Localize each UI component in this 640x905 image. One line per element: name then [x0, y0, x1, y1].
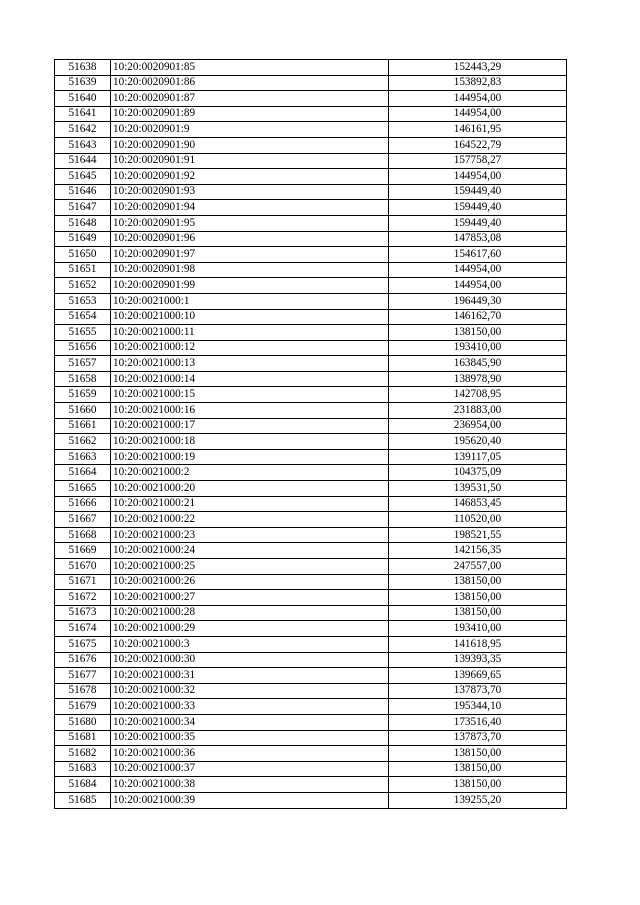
table-row [55, 761, 567, 777]
row-number-cell: 51670 [55, 559, 111, 575]
cadastral-value-cell: 159449,40 [389, 184, 567, 200]
cadastral-number-cell: 10:20:0020901:90 [111, 137, 389, 153]
row-number-cell: 51660 [55, 403, 111, 419]
row-number-cell: 51654 [55, 309, 111, 325]
table-row [55, 91, 567, 107]
cadastral-number-cell: 10:20:0020901:85 [111, 60, 389, 76]
table-row [55, 652, 567, 668]
cadastral-number-cell: 10:20:0020901:91 [111, 153, 389, 169]
cadastral-number-cell: 10:20:0020901:86 [111, 75, 389, 91]
table-row [55, 184, 567, 200]
row-number-cell: 51650 [55, 247, 111, 263]
cadastral-value-cell: 193410,00 [389, 340, 567, 356]
row-number-cell: 51680 [55, 714, 111, 730]
cadastral-number-cell: 10:20:0021000:37 [111, 761, 389, 777]
cadastral-value-cell: 139531,50 [389, 481, 567, 497]
row-number-cell: 51685 [55, 792, 111, 808]
cadastral-number-cell: 10:20:0020901:87 [111, 91, 389, 107]
table-row [55, 621, 567, 637]
table-row [55, 340, 567, 356]
row-number-cell: 51657 [55, 356, 111, 372]
table-row [55, 278, 567, 294]
row-number-cell: 51675 [55, 636, 111, 652]
cadastral-number-cell: 10:20:0021000:16 [111, 403, 389, 419]
row-number-cell: 51667 [55, 512, 111, 528]
table-row [55, 262, 567, 278]
row-number-cell: 51652 [55, 278, 111, 294]
cadastral-value-cell: 139393,35 [389, 652, 567, 668]
row-number-cell: 51666 [55, 496, 111, 512]
cadastral-value-cell: 110520,00 [389, 512, 567, 528]
cadastral-value-cell: 231883,00 [389, 403, 567, 419]
cadastral-value-cell: 173516,40 [389, 714, 567, 730]
row-number-cell: 51674 [55, 621, 111, 637]
cadastral-value-cell: 138150,00 [389, 590, 567, 606]
cadastral-value-cell: 247557,00 [389, 559, 567, 575]
cadastral-value-cell: 137873,70 [389, 683, 567, 699]
row-number-cell: 51647 [55, 200, 111, 216]
cadastral-number-cell: 10:20:0021000:34 [111, 714, 389, 730]
row-number-cell: 51684 [55, 777, 111, 793]
table-row [55, 465, 567, 481]
table-row [55, 137, 567, 153]
table-row [55, 293, 567, 309]
cadastral-value-table [54, 59, 567, 809]
row-number-cell: 51679 [55, 699, 111, 715]
table-row [55, 792, 567, 808]
row-number-cell: 51638 [55, 60, 111, 76]
cadastral-number-cell: 10:20:0020901:97 [111, 247, 389, 263]
cadastral-value-cell: 104375,09 [389, 465, 567, 481]
cadastral-number-cell: 10:20:0021000:17 [111, 418, 389, 434]
table-row [55, 169, 567, 185]
table-row [55, 387, 567, 403]
table-row [55, 699, 567, 715]
row-number-cell: 51651 [55, 262, 111, 278]
cadastral-number-cell: 10:20:0021000:30 [111, 652, 389, 668]
table-row [55, 122, 567, 138]
cadastral-number-cell: 10:20:0021000:24 [111, 543, 389, 559]
row-number-cell: 51641 [55, 106, 111, 122]
cadastral-number-cell: 10:20:0021000:23 [111, 527, 389, 543]
cadastral-value-cell: 154617,60 [389, 247, 567, 263]
cadastral-number-cell: 10:20:0021000:14 [111, 371, 389, 387]
cadastral-value-cell: 196449,30 [389, 293, 567, 309]
table-row [55, 777, 567, 793]
cadastral-value-cell: 153892,83 [389, 75, 567, 91]
table-row [55, 231, 567, 247]
cadastral-number-cell: 10:20:0021000:29 [111, 621, 389, 637]
cadastral-number-cell: 10:20:0021000:28 [111, 605, 389, 621]
table-row [55, 325, 567, 341]
cadastral-value-cell: 195620,40 [389, 434, 567, 450]
cadastral-value-cell: 138150,00 [389, 777, 567, 793]
cadastral-number-cell: 10:20:0021000:35 [111, 730, 389, 746]
cadastral-value-cell: 138150,00 [389, 761, 567, 777]
cadastral-value-cell: 157758,27 [389, 153, 567, 169]
table-row [55, 668, 567, 684]
row-number-cell: 51658 [55, 371, 111, 387]
cadastral-number-cell: 10:20:0020901:9 [111, 122, 389, 138]
cadastral-number-cell: 10:20:0020901:96 [111, 231, 389, 247]
row-number-cell: 51673 [55, 605, 111, 621]
row-number-cell: 51663 [55, 449, 111, 465]
cadastral-value-cell: 144954,00 [389, 278, 567, 294]
table-row [55, 590, 567, 606]
table-row [55, 714, 567, 730]
cadastral-number-cell: 10:20:0021000:26 [111, 574, 389, 590]
cadastral-value-cell: 139255,20 [389, 792, 567, 808]
cadastral-number-cell: 10:20:0021000:10 [111, 309, 389, 325]
table-row [55, 543, 567, 559]
cadastral-number-cell: 10:20:0020901:93 [111, 184, 389, 200]
row-number-cell: 51639 [55, 75, 111, 91]
cadastral-number-cell: 10:20:0020901:99 [111, 278, 389, 294]
row-number-cell: 51668 [55, 527, 111, 543]
table-row [55, 496, 567, 512]
table-row [55, 215, 567, 231]
cadastral-number-cell: 10:20:0021000:19 [111, 449, 389, 465]
table-row [55, 683, 567, 699]
cadastral-value-cell: 138150,00 [389, 325, 567, 341]
cadastral-number-cell: 10:20:0021000:39 [111, 792, 389, 808]
cadastral-value-cell: 195344,10 [389, 699, 567, 715]
row-number-cell: 51677 [55, 668, 111, 684]
cadastral-number-cell: 10:20:0020901:94 [111, 200, 389, 216]
row-number-cell: 51653 [55, 293, 111, 309]
row-number-cell: 51664 [55, 465, 111, 481]
table-row [55, 746, 567, 762]
cadastral-number-cell: 10:20:0020901:89 [111, 106, 389, 122]
cadastral-number-cell: 10:20:0021000:32 [111, 683, 389, 699]
cadastral-value-cell: 163845,90 [389, 356, 567, 372]
cadastral-value-cell: 152443,29 [389, 60, 567, 76]
table-row [55, 730, 567, 746]
row-number-cell: 51648 [55, 215, 111, 231]
row-number-cell: 51681 [55, 730, 111, 746]
cadastral-number-cell: 10:20:0021000:38 [111, 777, 389, 793]
cadastral-number-cell: 10:20:0020901:95 [111, 215, 389, 231]
cadastral-number-cell: 10:20:0021000:33 [111, 699, 389, 715]
cadastral-value-cell: 236954,00 [389, 418, 567, 434]
cadastral-number-cell: 10:20:0021000:2 [111, 465, 389, 481]
cadastral-value-cell: 144954,00 [389, 169, 567, 185]
table-row [55, 200, 567, 216]
row-number-cell: 51669 [55, 543, 111, 559]
cadastral-value-cell: 144954,00 [389, 262, 567, 278]
cadastral-value-cell: 142156,35 [389, 543, 567, 559]
cadastral-value-cell: 138150,00 [389, 574, 567, 590]
cadastral-value-cell: 144954,00 [389, 91, 567, 107]
row-number-cell: 51682 [55, 746, 111, 762]
row-number-cell: 51645 [55, 169, 111, 185]
table-row [55, 481, 567, 497]
cadastral-value-cell: 137873,70 [389, 730, 567, 746]
cadastral-value-cell: 138150,00 [389, 746, 567, 762]
cadastral-value-cell: 146162,70 [389, 309, 567, 325]
row-number-cell: 51656 [55, 340, 111, 356]
row-number-cell: 51678 [55, 683, 111, 699]
row-number-cell: 51640 [55, 91, 111, 107]
cadastral-number-cell: 10:20:0021000:21 [111, 496, 389, 512]
cadastral-value-cell: 147853,08 [389, 231, 567, 247]
row-number-cell: 51644 [55, 153, 111, 169]
cadastral-number-cell: 10:20:0021000:27 [111, 590, 389, 606]
row-number-cell: 51671 [55, 574, 111, 590]
cadastral-number-cell: 10:20:0020901:98 [111, 262, 389, 278]
cadastral-value-cell: 138978,90 [389, 371, 567, 387]
cadastral-number-cell: 10:20:0021000:31 [111, 668, 389, 684]
cadastral-number-cell: 10:20:0021000:1 [111, 293, 389, 309]
cadastral-number-cell: 10:20:0020901:92 [111, 169, 389, 185]
cadastral-number-cell: 10:20:0021000:18 [111, 434, 389, 450]
row-number-cell: 51662 [55, 434, 111, 450]
table-row [55, 309, 567, 325]
table-row [55, 449, 567, 465]
cadastral-number-cell: 10:20:0021000:12 [111, 340, 389, 356]
cadastral-value-cell: 193410,00 [389, 621, 567, 637]
row-number-cell: 51676 [55, 652, 111, 668]
cadastral-value-cell: 198521,55 [389, 527, 567, 543]
cadastral-value-cell: 139669,65 [389, 668, 567, 684]
cadastral-value-cell: 142708,95 [389, 387, 567, 403]
cadastral-value-cell: 159449,40 [389, 215, 567, 231]
table-row [55, 403, 567, 419]
row-number-cell: 51649 [55, 231, 111, 247]
table-row [55, 75, 567, 91]
table-row [55, 60, 567, 76]
table-row [55, 574, 567, 590]
cadastral-value-cell: 164522,79 [389, 137, 567, 153]
cadastral-number-cell: 10:20:0021000:25 [111, 559, 389, 575]
cadastral-number-cell: 10:20:0021000:15 [111, 387, 389, 403]
row-number-cell: 51659 [55, 387, 111, 403]
cadastral-value-cell: 146853,45 [389, 496, 567, 512]
cadastral-number-cell: 10:20:0021000:20 [111, 481, 389, 497]
table-row [55, 106, 567, 122]
table-row [55, 636, 567, 652]
table-row [55, 153, 567, 169]
table-row [55, 512, 567, 528]
table-row [55, 371, 567, 387]
cadastral-number-cell: 10:20:0021000:3 [111, 636, 389, 652]
table-row [55, 356, 567, 372]
table-row [55, 559, 567, 575]
table-row [55, 434, 567, 450]
row-number-cell: 51646 [55, 184, 111, 200]
cadastral-number-cell: 10:20:0021000:11 [111, 325, 389, 341]
table-row [55, 527, 567, 543]
row-number-cell: 51643 [55, 137, 111, 153]
cadastral-value-cell: 141618,95 [389, 636, 567, 652]
table-row [55, 605, 567, 621]
table-row [55, 418, 567, 434]
row-number-cell: 51642 [55, 122, 111, 138]
cadastral-value-cell: 146161,95 [389, 122, 567, 138]
row-number-cell: 51661 [55, 418, 111, 434]
cadastral-value-cell: 139117,05 [389, 449, 567, 465]
cadastral-number-cell: 10:20:0021000:36 [111, 746, 389, 762]
cadastral-number-cell: 10:20:0021000:13 [111, 356, 389, 372]
row-number-cell: 51672 [55, 590, 111, 606]
cadastral-value-cell: 138150,00 [389, 605, 567, 621]
table-body [55, 60, 567, 809]
row-number-cell: 51665 [55, 481, 111, 497]
cadastral-value-cell: 159449,40 [389, 200, 567, 216]
table-row [55, 247, 567, 263]
cadastral-value-cell: 144954,00 [389, 106, 567, 122]
row-number-cell: 51683 [55, 761, 111, 777]
row-number-cell: 51655 [55, 325, 111, 341]
cadastral-number-cell: 10:20:0021000:22 [111, 512, 389, 528]
